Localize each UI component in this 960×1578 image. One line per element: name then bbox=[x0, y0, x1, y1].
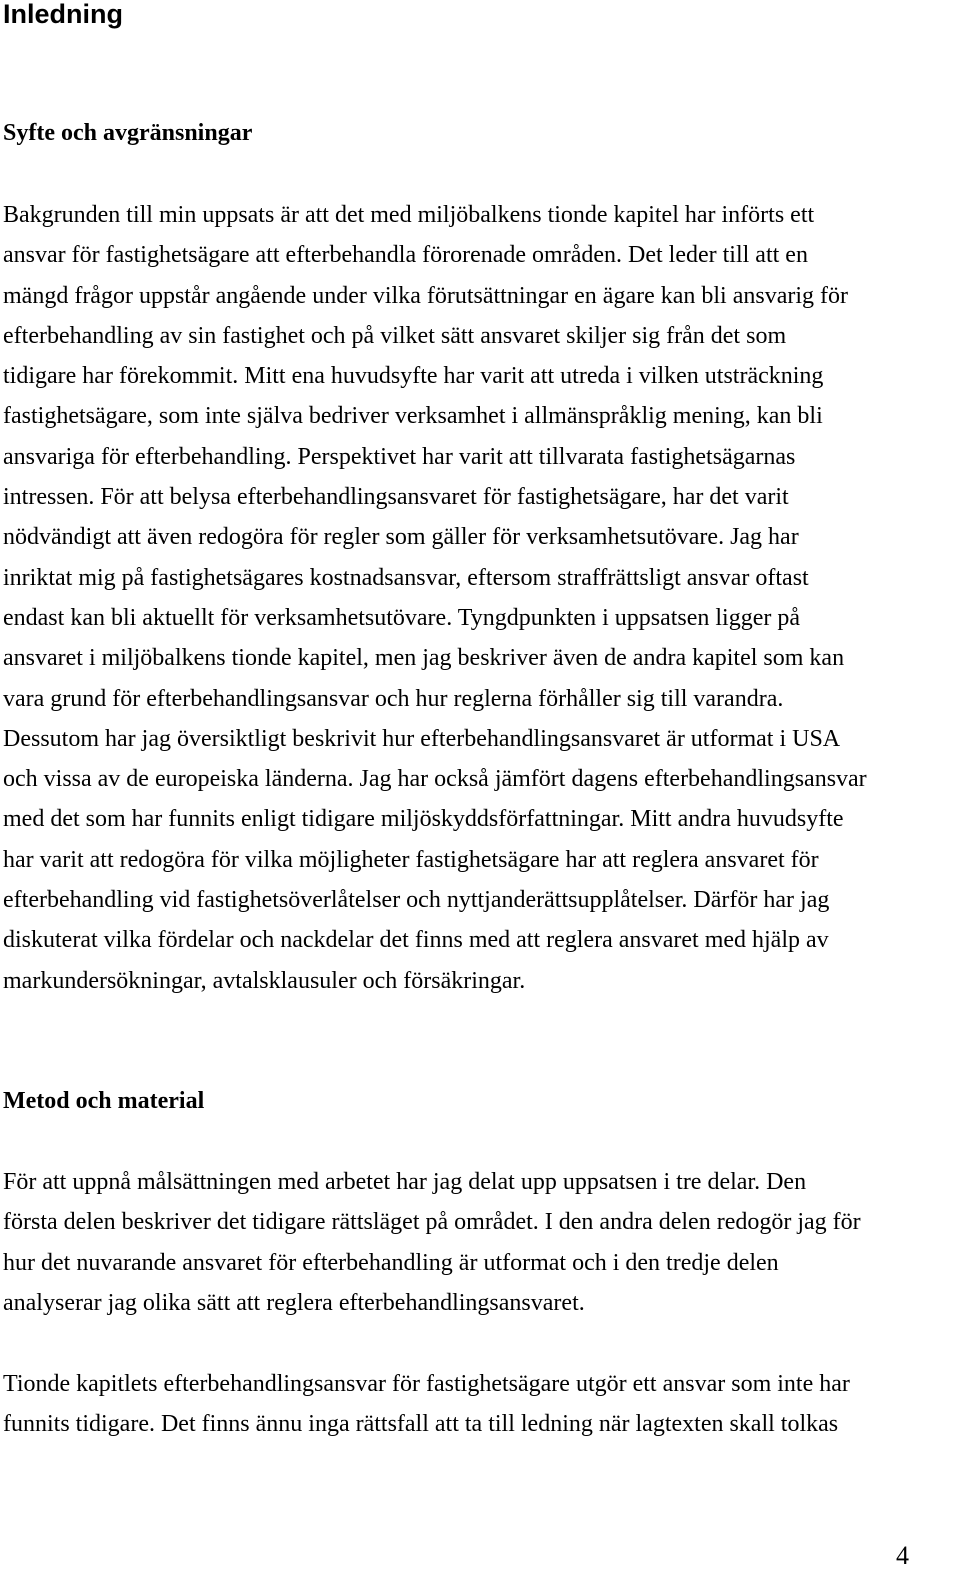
text-line: efterbehandling av sin fastighet och på vilket sätt ansvaret skiljer sig från det som bbox=[3, 322, 787, 349]
text-line: Dessutom har jag översiktligt beskrivit hur efterbehandlingsansvaret är utformat i USA bbox=[3, 725, 841, 752]
text-line: har varit att redogöra för vilka möjligheter fastighetsägare har att reglera ansvaret för bbox=[3, 846, 819, 873]
text-line: Tionde kapitlets efterbehandlingsansvar för fastighetsägare utgör ett ansvar som inte har bbox=[3, 1371, 850, 1397]
text-line: ansvariga för efterbehandling. Perspektivet har varit att tillvarata fastighetsägarnas bbox=[3, 443, 796, 470]
text-line: diskuterat vilka fördelar och nackdelar det finns med att reglera ansvaret med hjälp av bbox=[3, 927, 829, 954]
text-line: För att uppnå målsättningen med arbetet har jag delat upp uppsatsen i tre delar. Den bbox=[3, 1169, 807, 1195]
paragraph-syfte bbox=[3, 195, 867, 1001]
text-line: tidigare har förekommit. Mitt ena huvudsyfte har varit att utreda i vilken utsträckning bbox=[3, 363, 824, 390]
text-line: första delen beskriver det tidigare rättsläget på området. I den andra delen redogör jag för bbox=[3, 1209, 861, 1236]
paragraph-metod-1 bbox=[3, 1162, 861, 1323]
text-line: intressen. För att belysa efterbehandlingsansvaret för fastighetsägare, har det varit bbox=[3, 484, 789, 511]
text-line: ansvaret i miljöbalkens tionde kapitel, men jag beskriver även de andra kapitel som kan bbox=[3, 645, 845, 672]
text-line: vara grund för efterbehandlingsansvar och hur reglerna förhåller sig till varandra. bbox=[3, 685, 784, 712]
text-line: endast kan bli aktuellt för verksamhetsutövare. Tyngdpunkten i uppsatsen ligger på bbox=[3, 604, 801, 631]
text-line: analyserar jag olika sätt att reglera efterbehandlingsansvaret. bbox=[3, 1289, 585, 1316]
text-line: med det som har funnits enligt tidigare miljöskyddsförfattningar. Mitt andra huvudsyfte bbox=[3, 806, 844, 833]
paragraph-metod-2 bbox=[3, 1364, 850, 1445]
text-line: och vissa av de europeiska länderna. Jag har också jämfört dagens efterbehandlingsansvar bbox=[3, 766, 867, 793]
text-line: efterbehandling vid fastighetsöverlåtelser och nyttjanderättsupplåtelser. Därför har jag bbox=[3, 887, 830, 914]
page-number: 4 bbox=[896, 1541, 909, 1570]
text-line: hur det nuvarande ansvaret för efterbehandling är utformat och i den tredje delen bbox=[3, 1249, 779, 1276]
text-line: ansvar för fastighetsägare att efterbehandla förorenade områden. Det leder till att en bbox=[3, 242, 808, 269]
text-line: mängd frågor uppstår angående under vilka förutsättningar en ägare kan bli ansvarig för bbox=[3, 282, 849, 309]
text-line: fastighetsägare, som inte själva bedriver verksamhet i allmänspråklig mening, kan bli bbox=[3, 403, 823, 430]
section-heading-syfte: Syfte och avgränsningar bbox=[3, 120, 253, 146]
text-line: Bakgrunden till min uppsats är att det med miljöbalkens tionde kapitel har införts ett bbox=[3, 202, 815, 228]
text-line: funnits tidigare. Det finns ännu inga rättsfall att ta till ledning när lagtexten skall tolkas bbox=[3, 1411, 839, 1438]
chapter-heading: Inledning bbox=[3, 0, 123, 29]
text-line: markundersökningar, avtalsklausuler och försäkringar. bbox=[3, 967, 526, 994]
text-line: inriktat mig på fastighetsägares kostnadsansvar, eftersom straffrättsligt ansvar oftast bbox=[3, 564, 809, 591]
text-line: nödvändigt att även redogöra för regler som gäller för verksamhetsutövare. Jag har bbox=[3, 524, 799, 551]
section-heading-metod: Metod och material bbox=[3, 1088, 205, 1114]
